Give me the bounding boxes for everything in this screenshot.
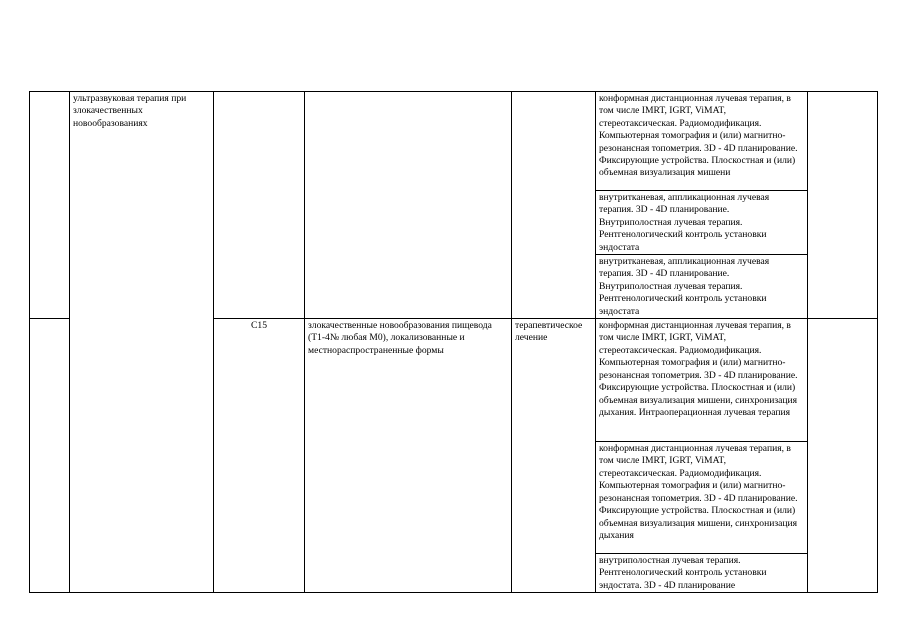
care-type-cell: ультразвуковая терапия при злокачественных новообразованиях [70,92,214,593]
medical-care-table [29,91,878,593]
extra-cell [808,319,878,593]
extra-cell [808,92,878,319]
icd-code-cell [214,92,305,319]
method-cell: конформная дистанционная лучевая терапия, в том числе IMRT, IGRT, ViMAT, стереотаксическая. Радиомодификация. Компьютерная томография и (или) магнитно-резонансная топометрия. 3D - 4D планирование. Фиксирующие устройства. Плоскостная и (или) объемная визуализация мишени, синхронизация дыхания [596,442,808,554]
method-cell: конформная дистанционная лучевая терапия, в том числе IMRT, IGRT, ViMAT, стереотаксическая. Радиомодификация. Компьютерная томография и (или) магнитно-резонансная топометрия. 3D - 4D планирование. Фиксирующие устройства. Плоскостная и (или) объемная визуализация мишени [596,92,808,191]
method-cell: внутритканевая, аппликационная лучевая терапия. 3D - 4D планирование. Внутриполостная лучевая терапия. Рентгенологический контроль установки эндостата [596,255,808,319]
treatment-type-cell [512,92,596,319]
row-number-cell [30,319,70,593]
method-cell: конформная дистанционная лучевая терапия, в том числе IMRT, IGRT, ViMAT, стереотаксическая. Радиомодификация. Компьютерная томография и (или) магнитно-резонансная топометрия. 3D - 4D планирование. Фиксирующие устройства. Плоскостная и (или) объемная визуализация мишени, синхронизация дыхания. Интраоперационная лучевая терапия [596,319,808,442]
diagnosis-cell: злокачественные новообразования пищевода (T1-4№ любая M0), локализованные и местнораспространенные формы [305,319,512,593]
icd-code-cell: C15 [214,319,305,593]
diagnosis-cell [305,92,512,319]
method-cell: внутритканевая, аппликационная лучевая терапия. 3D - 4D планирование. Внутриполостная лучевая терапия. Рентгенологический контроль установки эндостата [596,191,808,255]
treatment-type-cell: терапевтическое лечение [512,319,596,593]
row-number-cell [30,92,70,319]
method-cell: внутриполостная лучевая терапия. Рентгенологический контроль установки эндостата. 3D - 4D планирование [596,554,808,593]
